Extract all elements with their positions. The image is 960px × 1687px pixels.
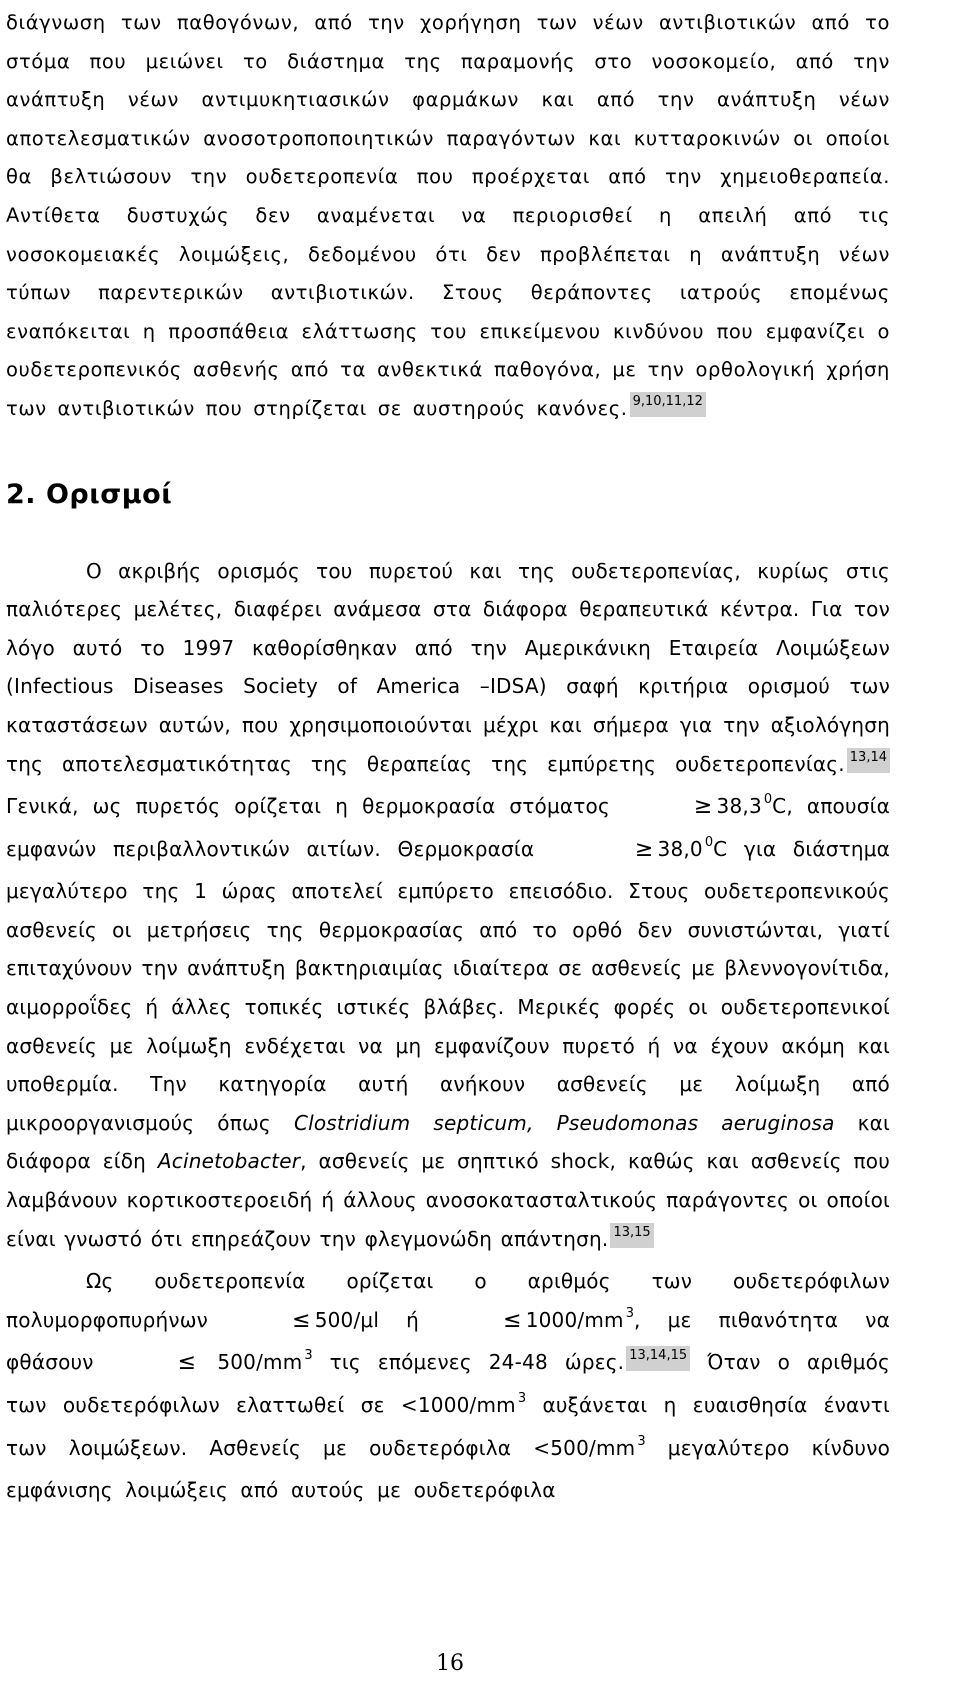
paragraph1-text-2: Αντίθετα δυστυχώς δεν αναμένεται να περιορισθεί η απειλή από τις νοσοκομειακές λοιμώξεις, δεδομένου ότι δεν προβλέπεται η ανάπτυξη νέων τύπων παρεντερικών αντιβιοτικών. — [6, 203, 890, 305]
neutrophil-value-2: 1000/mm — [525, 1307, 624, 1332]
paragraph2-text-3: C, απουσία εμφανών περιβαλλοντικών αιτίων. Θερμοκρασία — [6, 794, 890, 861]
less-equal-symbol-3: ≤ — [177, 1350, 197, 1376]
exponent-3-b: 3 — [304, 1348, 313, 1364]
paragraph2-text-2: Γενικά, ως πυρετός ορίζεται η θερμοκρασία στόματος — [6, 794, 610, 819]
greater-equal-symbol-2: ≥ — [634, 836, 654, 862]
degree-superscript-2: 0 — [704, 834, 714, 850]
exponent-3-a: 3 — [625, 1305, 634, 1321]
paragraph1-line-3: ανάπτυξη νέων αντιμυκητιασικών φαρμάκων και από την ανάπτυξη νέων — [6, 88, 890, 112]
paragraph3-text-5: Όταν ο αριθμός των ουδετερόφιλων ελαττωθεί σε <1000/mm — [6, 1350, 890, 1417]
less-equal-symbol-2: ≤ — [503, 1307, 522, 1333]
paragraph3-text-2: ή — [406, 1307, 420, 1332]
paragraph3-text-4: τις επόμενες 24-48 ώρες. — [329, 1350, 625, 1375]
neutrophil-value-1: 500/μl — [314, 1307, 380, 1332]
acinetobacter-italic: Acinetobacter — [157, 1149, 301, 1174]
paragraph1-line-4: αποτελεσματικών ανοσοτροποποιητικών παραγόντων και κυτταροκινών οι — [6, 126, 814, 150]
page-number: 16 — [436, 1651, 464, 1676]
page-content — [6, 4, 890, 1510]
temperature-value-1: 38,3 — [716, 794, 762, 819]
paragraph-fever-definition — [6, 552, 890, 1263]
paragraph3-text-1: Ως ουδετεροπενία ορίζεται ο αριθμός των ουδετερόφιλων πολυμορφοπυρήνων — [6, 1269, 890, 1332]
exponent-3-c: 3 — [517, 1391, 527, 1406]
citation-ref-13-15-b: 13,14,15 — [626, 1346, 690, 1371]
paragraph-neutropenia-definition — [6, 1262, 890, 1510]
citation-ref-13-14: 13,14 — [847, 748, 890, 773]
paragraph3-text-7: μεγαλύτερο κίνδυνο εμφάνισης λοιμώξεις από αυτούς με ουδετερόφιλα — [6, 1435, 890, 1503]
less-equal-symbol-1: ≤ — [292, 1307, 311, 1333]
greater-equal-symbol: ≥ — [693, 794, 713, 820]
citation-ref-13-15: 13,15 — [610, 1223, 653, 1248]
paragraph2-text-5: και διάφορα είδη — [6, 1110, 891, 1174]
neutrophil-value-3: 500/mm — [217, 1350, 303, 1375]
paragraph1-text-3: Στους θεράποντες ιατρούς επομένως εναπόκειται η προσπάθεια ελάττωσης του επικείμενου κινδύνου που εμφανίζει ο ουδετεροπενικός ασθενής από τα ανθεκτικά παθογόνα, με την ορθολογική χρήση των αντιβιοτικών που στηρίζεται σε αυστηρούς κανόνες. — [6, 281, 890, 420]
section-heading-definitions: 2. Ορισμοί — [6, 478, 173, 510]
paragraph2-text-1: Ο ακριβής ορισμός του πυρετού και της ουδετεροπενίας, κυρίως στις παλιότερες μελέτες, διαφέρει ανάμεσα στα διάφορα θεραπευτικά κέντρα. Για τον λόγο αυτό το 1997 καθορίσθηκαν από την Αμερικάνικη Εταιρεία Λοιμώξεων (Infectious Diseases Society of America –IDSA) σαφή κριτήρια ορισμού των καταστάσεων αυτών, που χρησιμοποιούνται μέχρι και σήμερα για την αξιολόγηση της αποτελεσματικότητας της θεραπείας της εμπύρετης ουδετεροπενίας. — [6, 558, 890, 776]
paragraph-treatment-outlook — [6, 4, 890, 432]
paragraph1-line-5: οποίοι θα βελτιώσουν την ουδετεροπενία που προέρχεται από την — [6, 126, 890, 189]
exponent-3-d: 3 — [637, 1433, 646, 1449]
citation-ref-9-12: 9,10,11,12 — [630, 392, 706, 417]
paragraph1-line-2: στόμα που μειώνει το διάστημα της παραμονής στο νοσοκομείο, από την — [6, 49, 890, 73]
paragraph1-line-1: διάγνωση των παθογόνων, από την χορήγηση των νέων αντιβιοτικών από το — [6, 11, 890, 34]
degree-superscript-1: 0 — [763, 792, 773, 808]
temperature-value-2: 38,0 — [657, 836, 703, 861]
organism-names-italic: Clostridium septicum, Pseudomonas aeruginosa — [293, 1110, 835, 1135]
paragraph1-line-6: χημειοθεραπεία. — [720, 165, 890, 189]
paragraph2-text-6: , ασθενείς με σηπτικό shock, καθώς και ασθενείς που λαμβάνουν κορτικοστεροειδή ή άλλους ανοσοκατασταλτικούς παράγοντες οι οποίοι είναι γνωστό ότι επηρεάζουν την φλεγμονώδη απάντηση. — [6, 1149, 891, 1251]
paragraph3-text-6: αυξάνεται η ευαισθησία έναντι των λοιμώξεων. Ασθενείς με ουδετερόφιλα <500/mm — [6, 1393, 891, 1460]
paragraph3-text-3: , με πιθανότητα να φθάσουν — [6, 1307, 890, 1375]
paragraph2-text-4: C για διάστημα μεγαλύτερο της 1 ώρας αποτελεί εμπύρετο επεισόδιο. Στους ουδετεροπενικούς ασθενείς οι μετρήσεις της θερμοκρασίας από το ορθό δεν συνιστώνται, γιατί επιταχύνουν την ανάπτυξη βακτηριαιμίας ιδιαίτερα σε ασθενείς με βλεννογονίτιδα, αιμορροΐδες ή άλλες τοπικές ιστικές βλάβες. Μερικές φορές οι ουδετεροπενικοί ασθενείς με λοίμωξη ενδέχεται να μη εμφανίζουν πυρετό ή να έχουν ακόμη και υποθερμία. Την κατηγορία αυτή ανήκουν ασθενείς με λοίμωξη από μικροοργανισμούς όπως — [6, 836, 891, 1135]
